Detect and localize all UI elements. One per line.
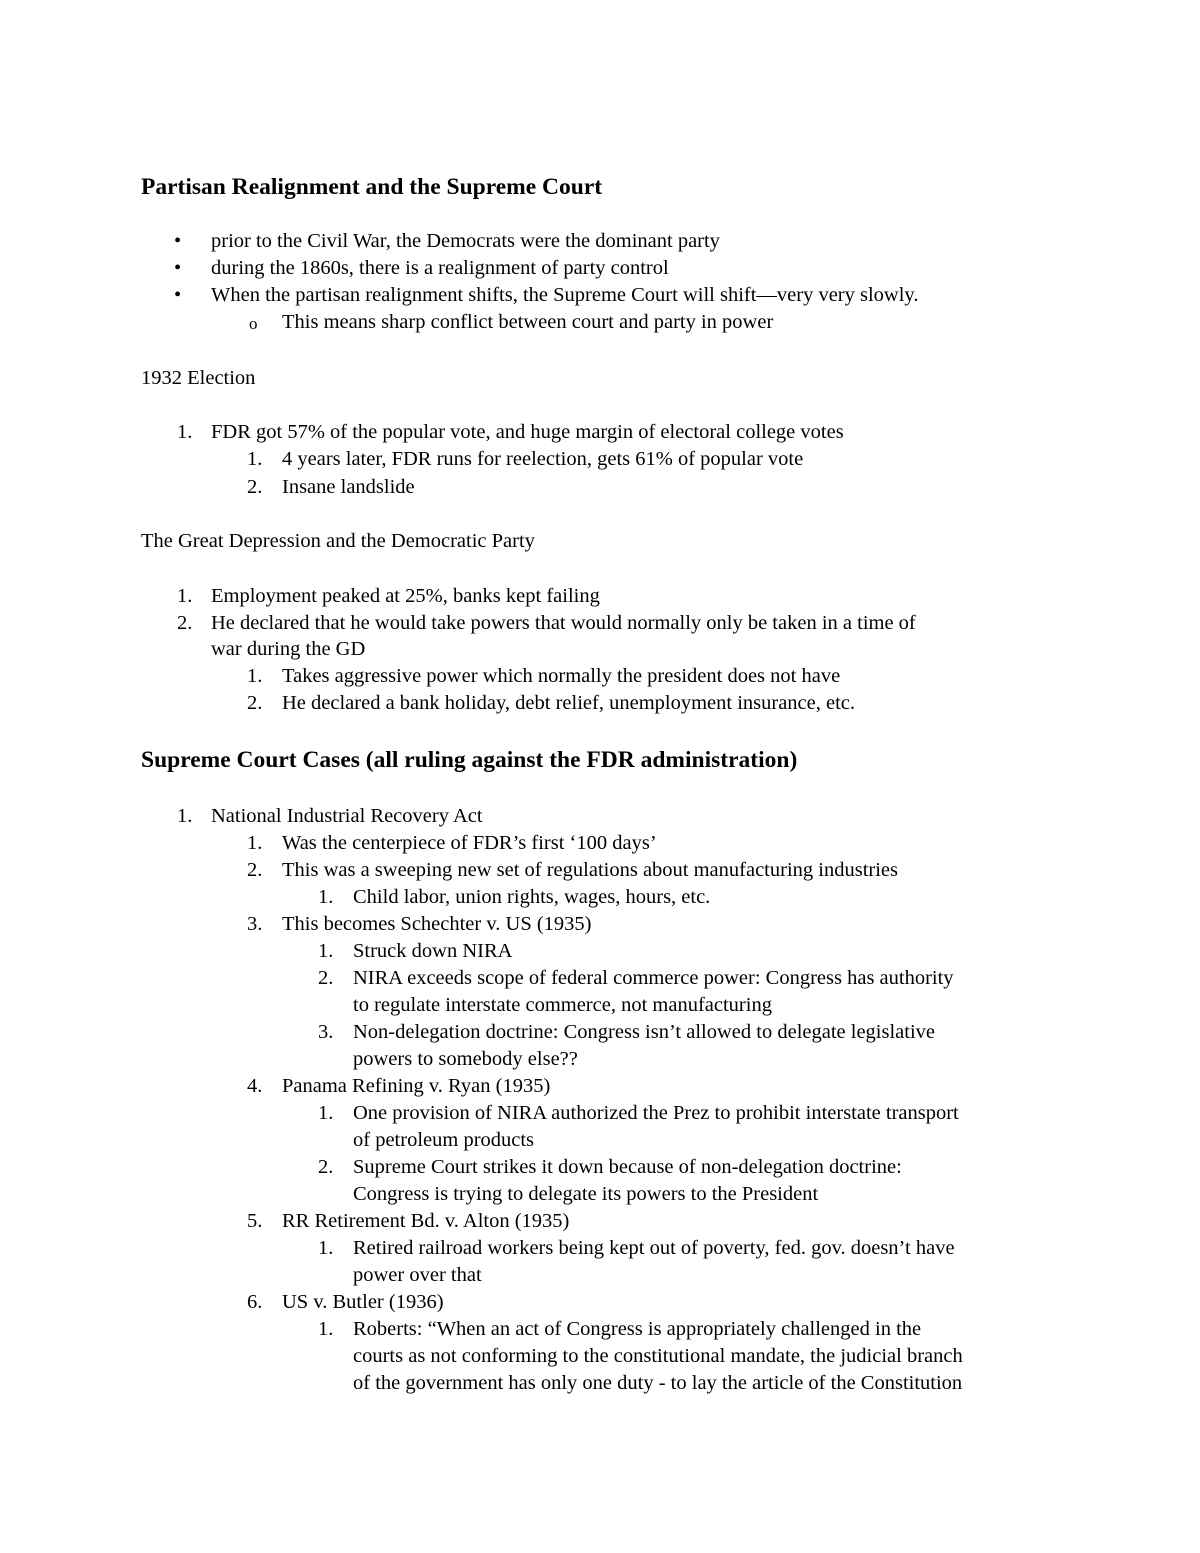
list-item: Panama Refining v. Ryan (1935)	[282, 1075, 551, 1097]
list-number: 2.	[247, 859, 263, 881]
list-number: 1.	[318, 940, 334, 962]
list-item: Was the centerpiece of FDR’s first ‘100 days’	[282, 832, 657, 854]
bullet-item: during the 1860s, there is a realignment of party control	[211, 257, 669, 279]
list-item: RR Retirement Bd. v. Alton (1935)	[282, 1210, 570, 1232]
sub-bullet-item: This means sharp conflict between court and party in power	[282, 311, 774, 333]
bullet-item: When the partisan realignment shifts, the Supreme Court will shift—very very slowly.	[211, 284, 919, 306]
sub-bullet-marker: o	[249, 314, 258, 333]
list-item: One provision of NIRA authorized the Prez to prohibit interstate transport	[353, 1102, 959, 1124]
list-number: 5.	[247, 1210, 263, 1232]
bullet-marker: •	[174, 284, 182, 306]
list-number: 1.	[177, 421, 193, 443]
list-item: US v. Butler (1936)	[282, 1291, 444, 1313]
list-item: Child labor, union rights, wages, hours, etc.	[353, 886, 711, 908]
list-item: Takes aggressive power which normally the president does not have	[282, 665, 841, 687]
list-item-continuation: power over that	[353, 1264, 482, 1286]
list-number: 3.	[247, 913, 263, 935]
list-number: 2.	[247, 476, 263, 498]
list-item: Struck down NIRA	[353, 940, 513, 962]
section-title: 1932 Election	[141, 367, 256, 389]
list-item-continuation: war during the GD	[211, 638, 366, 660]
list-number: 2.	[318, 967, 334, 989]
list-number: 6.	[247, 1291, 263, 1313]
list-item: Non-delegation doctrine: Congress isn’t allowed to delegate legislative	[353, 1021, 936, 1043]
list-item: Retired railroad workers being kept out of poverty, fed. gov. doesn’t have	[353, 1237, 955, 1259]
list-item: He declared a bank holiday, debt relief, unemployment insurance, etc.	[282, 692, 856, 714]
section-title: The Great Depression and the Democratic Party	[141, 530, 535, 552]
list-item-continuation: powers to somebody else??	[353, 1048, 578, 1070]
list-item: Insane landslide	[282, 476, 415, 498]
list-item-continuation: to regulate interstate commerce, not manufacturing	[353, 994, 772, 1016]
list-number: 1.	[318, 1237, 334, 1259]
section-heading: Partisan Realignment and the Supreme Court	[141, 174, 603, 200]
list-item-continuation: courts as not conforming to the constitutional mandate, the judicial branch	[353, 1345, 963, 1367]
list-number: 1.	[177, 585, 193, 607]
bullet-marker: •	[174, 230, 182, 252]
list-item: This was a sweeping new set of regulations about manufacturing industries	[282, 859, 898, 881]
list-item: Employment peaked at 25%, banks kept failing	[211, 585, 600, 607]
list-item: 4 years later, FDR runs for reelection, gets 61% of popular vote	[282, 448, 804, 470]
list-number: 1.	[318, 1102, 334, 1124]
list-item: National Industrial Recovery Act	[211, 805, 483, 827]
list-number: 4.	[247, 1075, 263, 1097]
bullet-item: prior to the Civil War, the Democrats were the dominant party	[211, 230, 720, 252]
list-number: 1.	[177, 805, 193, 827]
list-number: 2.	[318, 1156, 334, 1178]
list-item-continuation: of the government has only one duty - to lay the article of the Constitution	[353, 1372, 963, 1394]
list-item: He declared that he would take powers that would normally only be taken in a time of	[211, 612, 916, 634]
list-item: FDR got 57% of the popular vote, and huge margin of electoral college votes	[211, 421, 844, 443]
list-number: 3.	[318, 1021, 334, 1043]
list-number: 1.	[247, 832, 263, 854]
list-number: 2.	[177, 612, 193, 634]
list-number: 2.	[247, 692, 263, 714]
list-item: This becomes Schechter v. US (1935)	[282, 913, 592, 935]
list-number: 1.	[247, 448, 263, 470]
list-number: 1.	[318, 886, 334, 908]
section-heading: Supreme Court Cases (all ruling against the FDR administration)	[141, 747, 798, 773]
list-item: Roberts: “When an act of Congress is appropriately challenged in the	[353, 1318, 922, 1340]
bullet-marker: •	[174, 257, 182, 279]
list-item-continuation: Congress is trying to delegate its powers to the President	[353, 1183, 819, 1205]
list-number: 1.	[247, 665, 263, 687]
list-item-continuation: of petroleum products	[353, 1129, 535, 1151]
list-item: Supreme Court strikes it down because of non-delegation doctrine:	[353, 1156, 902, 1178]
list-number: 1.	[318, 1318, 334, 1340]
list-item: NIRA exceeds scope of federal commerce power: Congress has authority	[353, 967, 954, 989]
